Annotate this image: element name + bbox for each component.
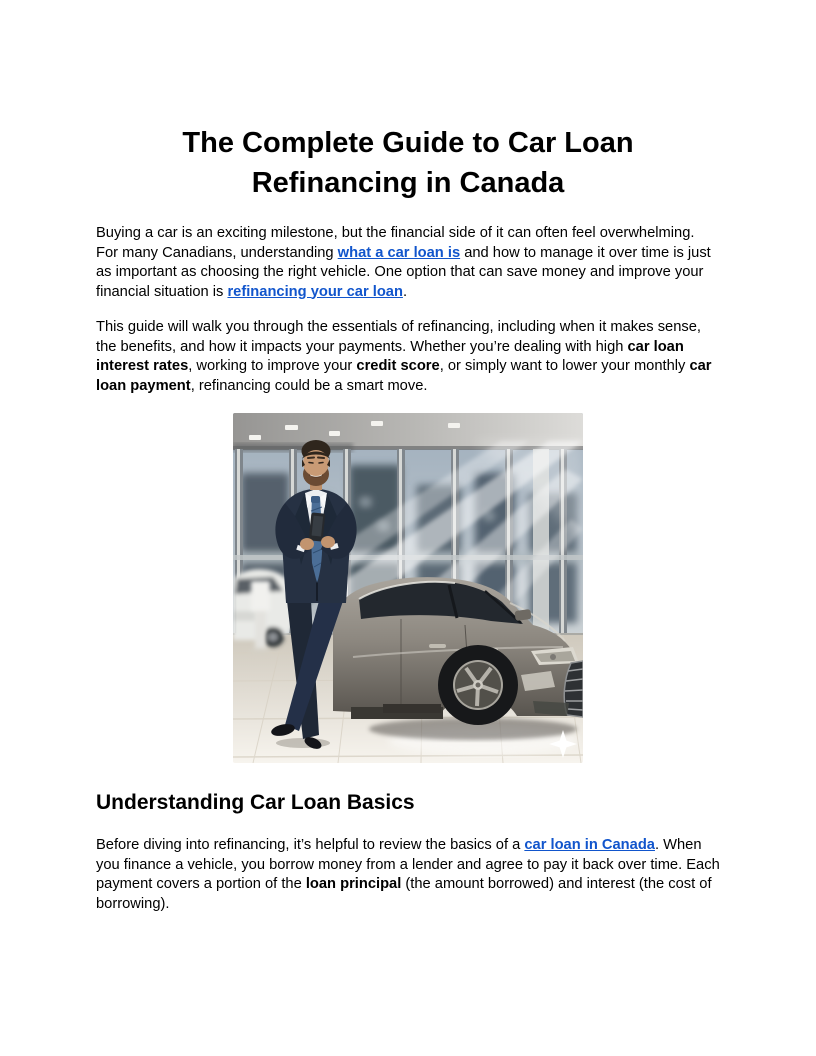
text-run: This guide will walk you through the essentials of refinancing, including when it makes sense, the benefits, and how it impacts your payments. Whether you’re dealing with high [96, 319, 701, 355]
section-heading-car-loan-basics: Understanding Car Loan Basics [96, 791, 415, 814]
text-run: . [402, 283, 408, 300]
inline-link[interactable]: what a car loan is [337, 244, 461, 261]
intro-paragraph-2 [96, 318, 720, 396]
bold-text: car loan payment [96, 358, 712, 394]
text-run: , working to improve your [188, 358, 357, 374]
text-run: and how to manage it over time is just as important as choosing the right vehicle. One option that can save money and improve your financial situation is [96, 244, 711, 300]
inline-link[interactable]: refinancing your car loan [227, 283, 403, 300]
showroom-photo [233, 413, 583, 763]
text-run: (the amount borrowed) and interest (the cost of borrowing). [96, 876, 712, 912]
document-title: The Complete Guide to Car Loan Refinancing in Canada [182, 127, 634, 199]
intro-paragraph-1 [96, 224, 720, 302]
text-run: Buying a car is an exciting milestone, but the financial side of it can often feel overwhelming. For many Canadians, understanding [96, 225, 695, 261]
inline-link[interactable]: car loan in Canada [524, 837, 655, 853]
text-run: Before diving into refinancing, it’s helpful to review the basics of a [96, 837, 525, 853]
text-run: , or simply want to lower your monthly [439, 358, 690, 374]
text-run: , refinancing could be a smart move. [190, 377, 428, 394]
section-paragraph-1 [96, 836, 720, 914]
bold-text: loan principal [305, 876, 402, 892]
text-run: . When you finance a vehicle, you borrow money from a lender and agree to pay it back over time. Each payment covers a portion of the [96, 837, 720, 892]
bold-text: credit score [356, 358, 440, 374]
bold-text: car loan interest rates [96, 338, 684, 374]
showroom-scene-illustration [233, 413, 583, 763]
